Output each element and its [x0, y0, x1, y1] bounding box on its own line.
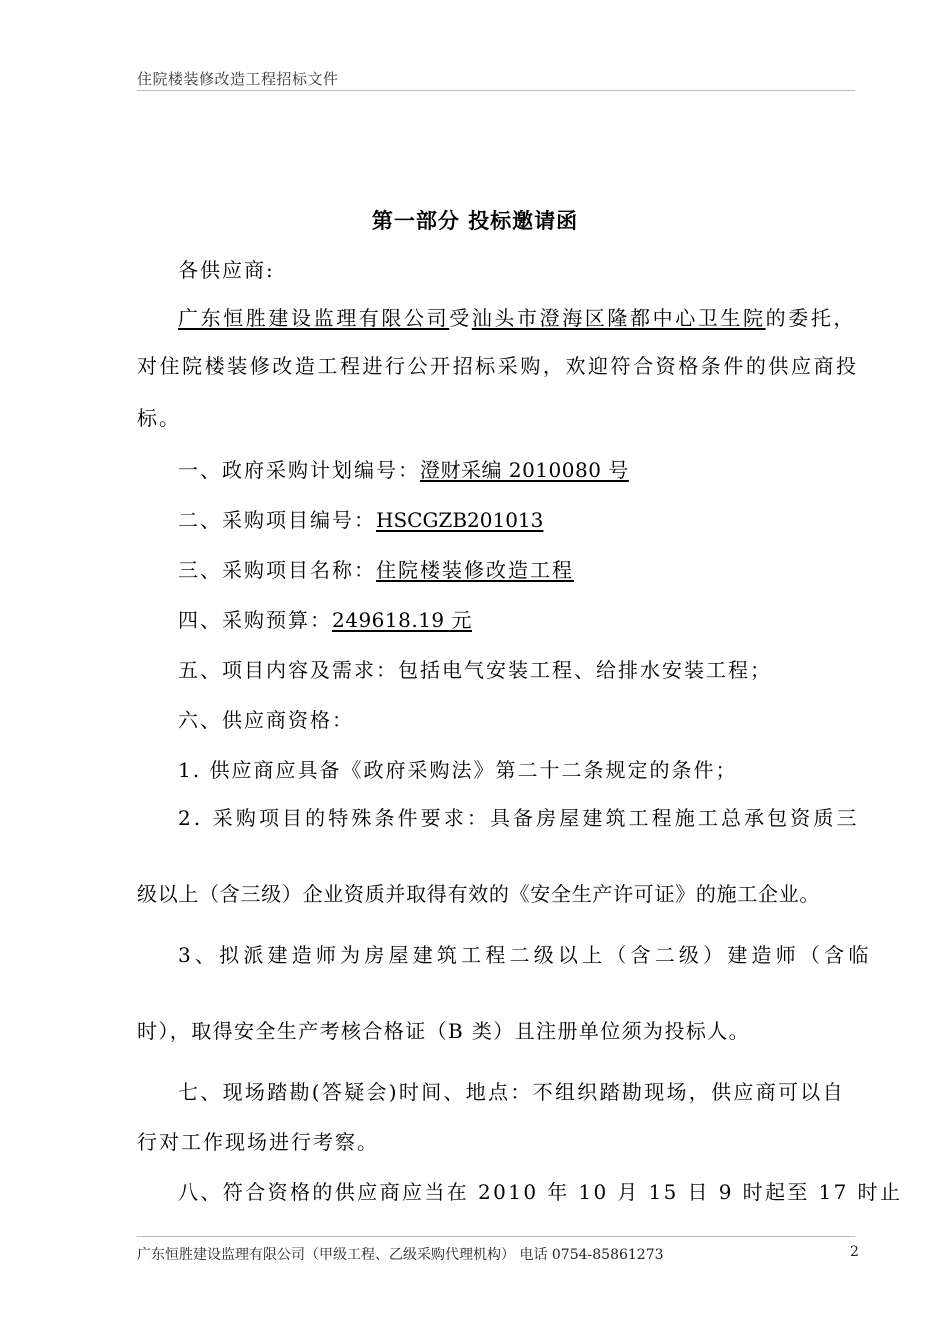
agency-name: 广东恒胜建设监理有限公司 [178, 306, 450, 330]
project-number-line [178, 508, 543, 532]
qualification-item-3-line-2: 时），取得安全生产考核合格证（B 类）且注册单位须为投标人。 [137, 1019, 751, 1043]
plan-number-label: 一、政府采购计划编号： [178, 458, 420, 482]
intro-line-2: 对住院楼装修改造工程进行公开招标采购，欢迎符合资格条件的供应商投 [137, 354, 859, 378]
project-name-line [178, 558, 574, 582]
qualification-item-3-line-1: 3、拟派建造师为房屋建筑工程二级以上（含二级）建造师（含临 [178, 943, 873, 967]
project-name-label: 三、采购项目名称： [178, 558, 376, 582]
site-visit-line-2: 行对工作现场进行考察。 [137, 1130, 379, 1154]
plan-number-value: 澄财采编 2010080 号 [420, 458, 629, 482]
budget-label: 四、采购预算： [178, 608, 332, 632]
section-title: 第一部分 投标邀请函 [371, 208, 579, 233]
running-header: 住院楼装修改造工程招标文件 [137, 70, 339, 88]
intro-connector: 受 [449, 306, 472, 330]
section-eight-line-1: 八、符合资格的供应商应当在 2010 年 10 月 15 日 9 时起至 17 时止 [178, 1180, 903, 1204]
client-name: 汕头市澄海区隆都中心卫生院 [471, 306, 766, 330]
header-divider [137, 90, 855, 91]
site-visit-line-1: 七、现场踏勘(答疑会)时间、地点：不组织踏勘现场，供应商可以自 [178, 1080, 845, 1104]
project-number-label: 二、采购项目编号： [178, 508, 376, 532]
qualification-item-1: 1. 供应商应具备《政府采购法》第二十二条规定的条件； [178, 758, 738, 782]
qualification-item-2-line-2: 级以上（含三级）企业资质并取得有效的《安全生产许可证》的施工企业。 [137, 882, 821, 906]
page-number: 2 [850, 1244, 859, 1260]
salutation: 各供应商: [178, 258, 275, 282]
intro-tail: 的委托， [765, 306, 857, 330]
qualification-heading: 六、供应商资格： [178, 708, 354, 732]
qualification-item-2-line-1: 2. 采购项目的特殊条件要求：具备房屋建筑工程施工总承包资质三 [178, 806, 860, 830]
project-name-value: 住院楼装修改造工程 [376, 558, 574, 582]
budget-value: 249618.19 元 [332, 608, 473, 632]
running-footer: 广东恒胜建设监理有限公司（甲级工程、乙级采购代理机构） 电话 0754-85861273 [137, 1247, 664, 1263]
content-line: 五、项目内容及需求：包括电气安装工程、给排水安装工程； [178, 658, 772, 682]
intro-line-1 [178, 306, 856, 330]
budget-line [178, 608, 472, 632]
plan-number-line [178, 458, 629, 482]
footer-divider [137, 1236, 855, 1237]
intro-line-3: 标。 [137, 406, 181, 430]
project-number-value: HSCGZB201013 [376, 508, 544, 532]
